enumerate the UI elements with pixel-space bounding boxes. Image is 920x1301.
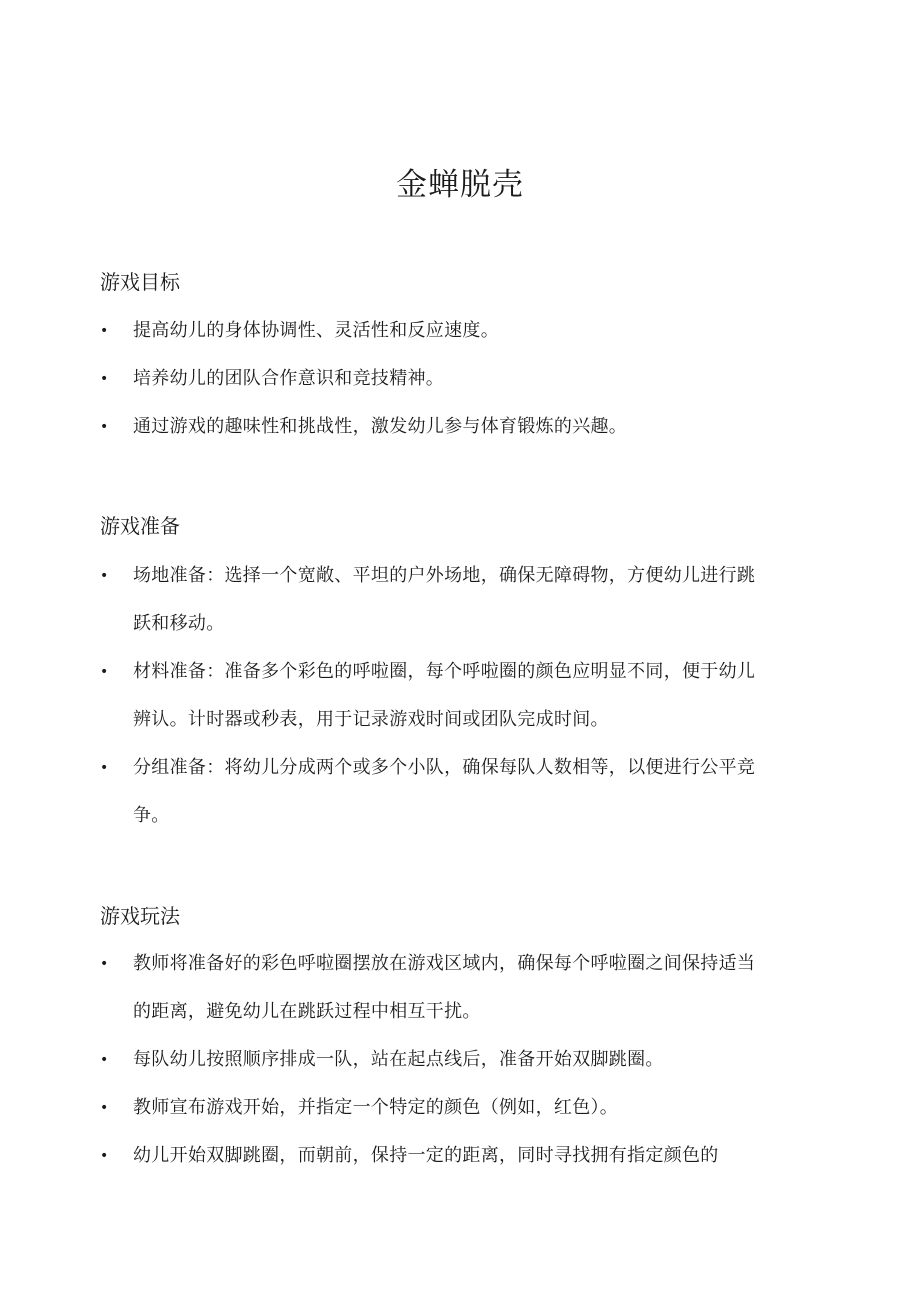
list-item: • 培养幼儿的团队合作意识和竞技精神。 <box>0 355 817 403</box>
list-item: • 教师宣布游戏开始，并指定一个特定的颜色（例如，红色）。 <box>0 1084 817 1132</box>
gameplay-list <box>0 940 920 1180</box>
document-title: 金蝉脱壳 <box>396 167 524 203</box>
bullet-icon: • <box>100 1100 109 1116</box>
preparation-list <box>0 552 920 840</box>
section-heading-gameplay: 游戏玩法 <box>100 904 180 928</box>
list-item: • 教师将准备好的彩色呼啦圈摆放在游戏区域内，确保每个呼啦圈之间保持适当 的距离，避免幼儿在跳跃过程中相互干扰。 <box>0 940 817 1036</box>
list-item: • 通过游戏的趣味性和挑战性，激发幼儿参与体育锻炼的兴趣。 <box>0 403 817 451</box>
list-item: • 幼儿开始双脚跳圈，而朝前，保持一定的距离，同时寻找拥有指定颜色的 <box>0 1132 817 1180</box>
section-heading-goals: 游戏目标 <box>100 270 180 294</box>
bullet-icon: • <box>100 760 109 776</box>
section-heading-preparation: 游戏准备 <box>100 514 180 538</box>
list-item: • 分组准备：将幼儿分成两个或多个小队，确保每队人数相等，以便进行公平竞 争。 <box>0 744 817 840</box>
goals-list <box>0 307 920 451</box>
list-item: • 每队幼儿按照顺序排成一队，站在起点线后，准备开始双脚跳圈。 <box>0 1036 817 1084</box>
list-item: • 场地准备：选择一个宽敞、平坦的户外场地，确保无障碍物，方便幼儿进行跳 跃和移动。 <box>0 552 817 648</box>
list-item: • 提高幼儿的身体协调性、灵活性和反应速度。 <box>0 307 817 355</box>
bullet-icon: • <box>100 1148 109 1164</box>
bullet-icon: • <box>100 371 109 387</box>
bullet-icon: • <box>100 568 109 584</box>
bullet-icon: • <box>100 419 109 435</box>
list-item: • 材料准备：准备多个彩色的呼啦圈，每个呼啦圈的颜色应明显不同，便于幼儿 辨认。计时器或秒表，用于记录游戏时间或团队完成时间。 <box>0 648 817 744</box>
bullet-icon: • <box>100 664 109 680</box>
bullet-icon: • <box>100 956 109 972</box>
bullet-icon: • <box>100 323 109 339</box>
bullet-icon: • <box>100 1052 109 1068</box>
